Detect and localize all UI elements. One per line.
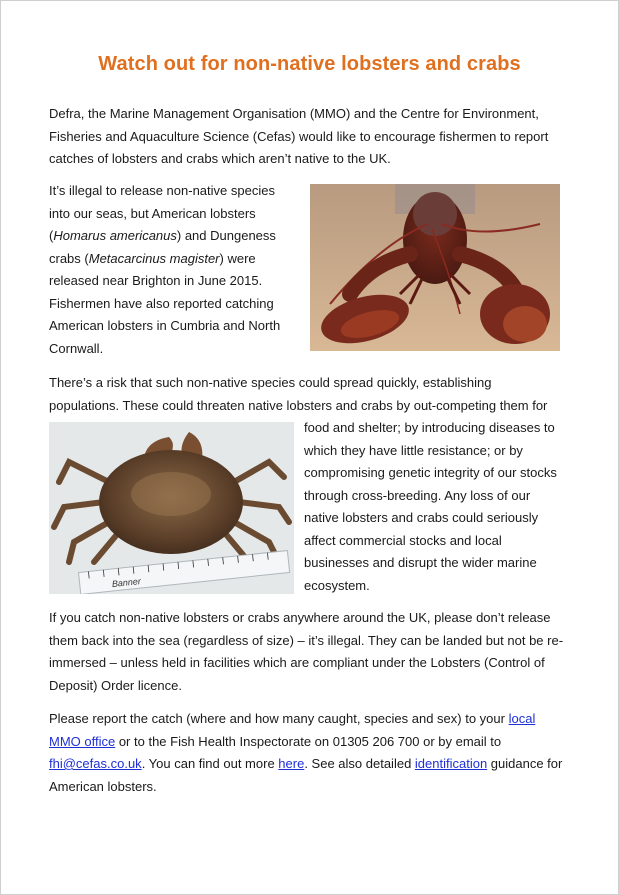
text-span: ) and Dungeness crabs (: [49, 228, 276, 266]
local-mmo-office-link[interactable]: local MMO office: [49, 711, 536, 749]
illegal-release-paragraph: [49, 180, 294, 360]
text-span: . You can find out more: [141, 756, 279, 771]
intro-paragraph: Defra, the Marine Management Organisation (MMO) and the Centre for Environment, Fisheries and Aquaculture Science (Cefas) would like to encourage fishermen to report catches of lobsters and crabs which aren’t native to the UK.: [49, 106, 549, 166]
text-span: ) were released near Brighton in June 2015. Fishermen have also reported catching American lobsters in Cumbria and North Cornwall.: [49, 250, 281, 356]
ruler-brand-label: Banner: [111, 576, 142, 590]
do-not-release-paragraph: If you catch non-native lobsters or crabs anywhere around the UK, please don’t release them back into the sea (regardless of size) – it’s illegal. They can be landed but not be re-immersed – unless held in facilities which are compliant under the Lobsters (Control of Deposit) Order licence.: [49, 610, 564, 693]
risk-paragraph-top: There’s a risk that such non-native species could spread quickly, establishing populations. These could threaten native lobsters and crabs by out-competing them for: [49, 375, 548, 413]
scientific-name-crab: Metacarcinus magister: [88, 250, 220, 266]
risk-paragraph-wrap: food and shelter; by introducing diseases to which they have little resistance; or by compromising genetic integrity of our stocks through cross-breeding. Any loss of our native lobsters and crabs could seriously affect commercial stocks and local businesses and disrupt the wider marine ecosystem.: [304, 420, 557, 593]
american-lobster-photo: [310, 184, 560, 351]
identification-link[interactable]: identification: [414, 756, 488, 771]
text-span: guidance for American lobsters.: [49, 756, 563, 794]
text-span: It’s illegal to release non-native species into our seas, but American lobsters (: [49, 183, 275, 243]
report-catch-paragraph: [49, 708, 564, 798]
scientific-name-lobster: Homarus americanus: [53, 228, 177, 243]
text-span: or to the Fish Health Inspectorate on 01305 206 700 or by email to: [115, 733, 502, 749]
text-span: . See also detailed: [304, 756, 415, 771]
text-span: Please report the catch (where and how many caught, species and sex) to your: [49, 711, 509, 726]
fhi-email-link[interactable]: fhi@cefas.co.uk: [49, 756, 142, 771]
page-title: Watch out for non-native lobsters and crabs: [98, 53, 521, 75]
here-link[interactable]: here: [278, 756, 305, 771]
dungeness-crab-photo: [49, 422, 294, 594]
